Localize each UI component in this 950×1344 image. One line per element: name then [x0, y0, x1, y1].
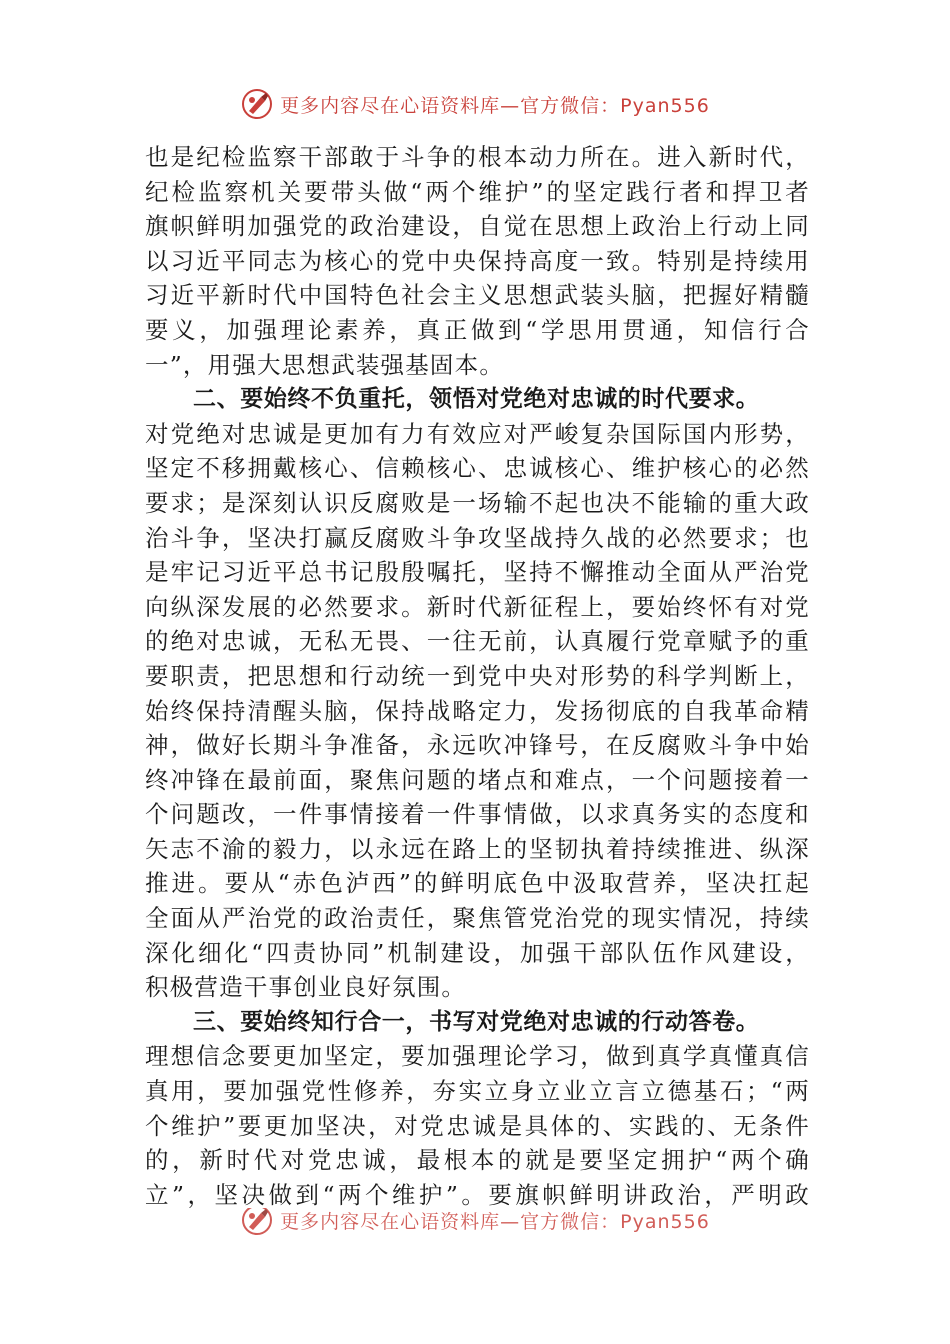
text-line: 的，新时代对党忠诚，最根本的就是要坚定拥护“两个确	[145, 1146, 810, 1175]
text-line: 的绝对忠诚，无私无畏、一往无前，认真履行党章赋予的重	[145, 627, 810, 656]
text-line: 坚定不移拥戴核心、信赖核心、忠诚核心、维护核心的必然	[145, 454, 810, 483]
watermark-text: 更多内容尽在心语资料库—官方微信：Pyan556	[280, 94, 710, 117]
text-line: 终冲锋在最前面，聚焦问题的堵点和难点，一个问题接着一	[145, 765, 810, 794]
text-line: 理想信念要更加坚定，要加强理论学习，做到真学真懂真信	[145, 1042, 810, 1071]
text-line: 向纵深发展的必然要求。新时代新征程上，要始终怀有对党	[145, 592, 810, 621]
section-heading-3: 三、要始终知行合一，书写对党绝对忠诚的行动答卷。	[193, 1008, 760, 1035]
paragraph-1	[145, 140, 810, 382]
text-line: 也是纪检监察干部敢于斗争的根本动力所在。进入新时代，	[145, 143, 810, 171]
section-heading-2: 二、要始终不负重托，领悟对党绝对忠诚的时代要求。	[193, 386, 760, 413]
text-line: 立”，坚决做到“两个维护”。要旗帜鲜明讲政治，严明政	[145, 1180, 810, 1209]
document-body	[145, 140, 810, 1212]
watermark-text: 更多内容尽在心语资料库—官方微信：Pyan556	[280, 1210, 710, 1233]
text-line: 要义，加强理论素养，真正做到“学思用贯通，知信行合	[145, 315, 810, 344]
text-line: 纪检监察机关要带头做“两个维护”的坚定践行者和捍卫者	[145, 177, 810, 206]
text-line: 推进。要从“赤色泸西”的鲜明底色中汲取营养，坚决扛起	[145, 869, 810, 898]
text-line: 个问题改，一件事情接着一件事情做，以求真务实的态度和	[145, 800, 810, 829]
text-line: 深化细化“四责协同”机制建设，加强干部队伍作风建设，	[145, 938, 810, 967]
text-line: 真用，要加强党性修养，夯实立身立业立言立德基石；“两	[145, 1077, 810, 1106]
text-line: 个维护”要更加坚决，对党忠诚是具体的、实践的、无条件	[145, 1111, 810, 1140]
text-line: 对党绝对忠诚是更加有力有效应对严峻复杂国际国内形势，	[145, 419, 810, 448]
text-line: 要求；是深刻认识反腐败是一场输不起也决不能输的重大政	[145, 488, 810, 517]
text-line: 全面从严治党的政治责任，聚焦管党治党的现实情况，持续	[145, 904, 810, 933]
text-line: 以习近平同志为核心的党中央保持高度一致。特别是持续用	[145, 246, 810, 275]
pen-nib-logo-icon	[240, 1208, 274, 1237]
paragraph-2	[145, 417, 810, 1005]
text-line: 治斗争，坚决打赢反腐败斗争攻坚战持久战的必然要求；也	[145, 523, 810, 552]
footer-watermark	[0, 1208, 950, 1244]
text-line: 始终保持清醒头脑，保持战略定力，发扬彻底的自我革命精	[145, 696, 810, 725]
text-line: 旗帜鲜明加强党的政治建设，自觉在思想上政治上行动上同	[145, 212, 810, 241]
text-line: 习近平新时代中国特色社会主义思想武装头脑，把握好精髓	[145, 281, 810, 310]
paragraph-3	[145, 1039, 810, 1212]
text-line: 矢志不渝的毅力，以永远在路上的坚韧执着持续推进、纵深	[145, 834, 810, 863]
text-line: 是牢记习近平总书记殷殷嘱托，坚持不懈推动全面从严治党	[145, 558, 810, 587]
text-line: 积极营造干事创业良好氛围。	[145, 973, 467, 1002]
text-line: 神，做好长期斗争准备，永远吹冲锋号，在反腐败斗争中始	[145, 731, 810, 760]
text-line: 一”，用强大思想武装强基固本。	[145, 350, 505, 379]
text-line: 要职责，把思想和行动统一到党中央对形势的科学判断上，	[145, 661, 810, 690]
